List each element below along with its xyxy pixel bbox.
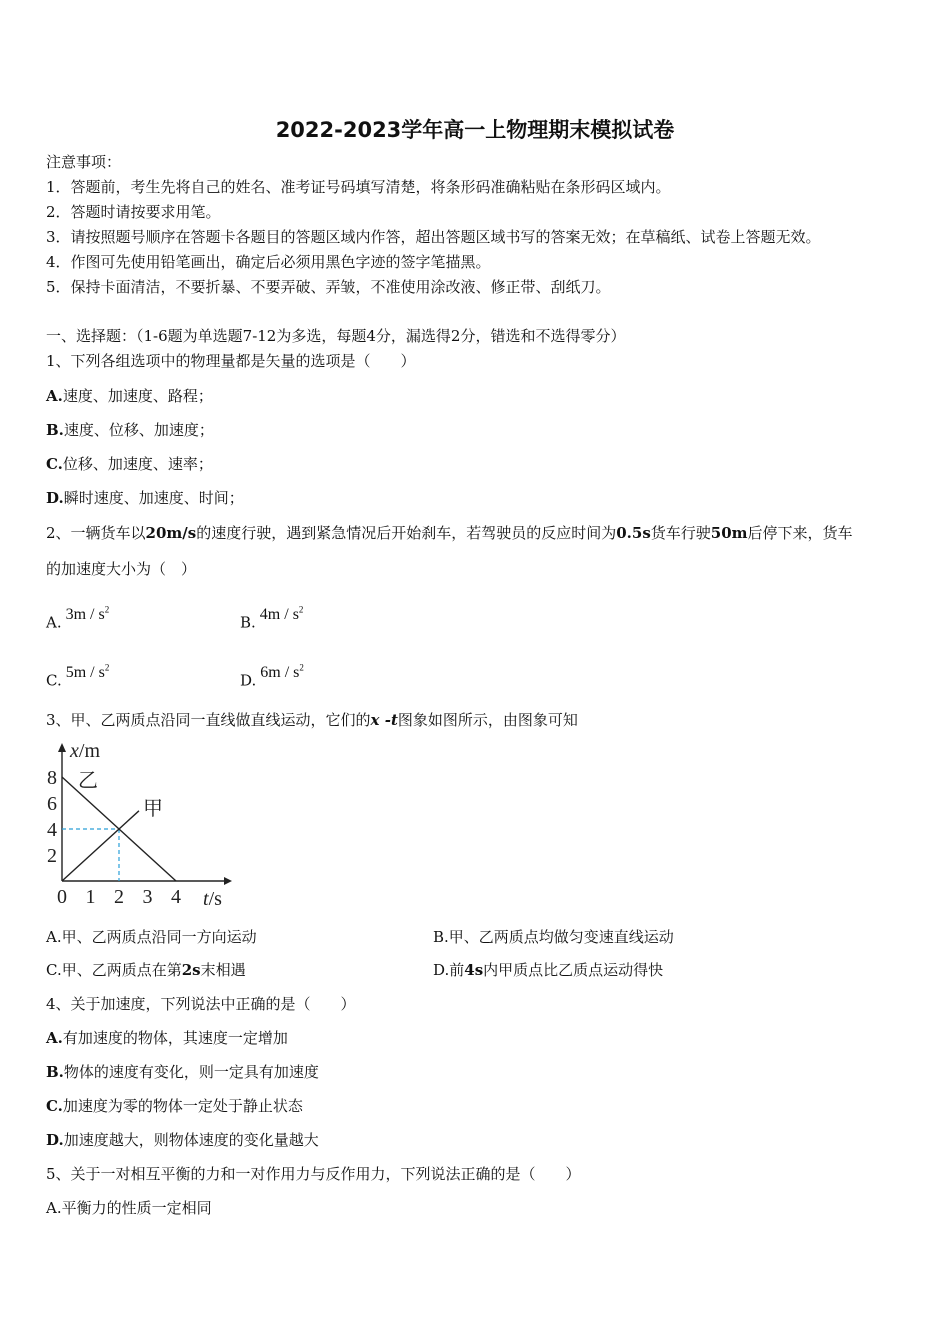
- q5-stem: 5、关于一对相互平衡的力和一对作用力与反作用力，下列说法正确的是（ ）: [46, 1165, 581, 1183]
- y-axis-label: [69, 740, 100, 762]
- q1-option-a: A.速度、加速度、路程；: [46, 387, 213, 405]
- y-tick-label: 2: [47, 845, 57, 867]
- notice-item: 2．答题时请按要求用笔。: [46, 203, 221, 221]
- y-axis-var: x: [70, 740, 79, 762]
- q5-option-a: A.平衡力的性质一定相同: [46, 1199, 212, 1217]
- notice-item: 3．请按照题号顺序在答题卡各题目的答题区域内作答，超出答题区域书写的答案无效；在草稿纸、试卷上答题无效。: [46, 228, 821, 246]
- notice-item: 4．作图可先使用铅笔画出，确定后必须用黑色字迹的签字笔描黑。: [46, 253, 491, 271]
- q4-stem: 4、关于加速度，下列说法中正确的是（ ）: [46, 995, 356, 1013]
- q4-option-d: D.加速度越大，则物体速度的变化量越大: [46, 1131, 319, 1149]
- q3-option-a: A.甲、乙两质点沿同一方向运动: [46, 928, 257, 946]
- x-tick-label: 3: [142, 886, 153, 908]
- x-tick-label: 2: [114, 886, 124, 908]
- x-axis-unit: /s: [208, 888, 222, 910]
- y-tick-label: 8: [47, 767, 57, 789]
- q3-option-d: D.前4s内甲质点比乙质点运动得快: [433, 961, 664, 979]
- q1-option-d: D.瞬时速度、加速度、时间；: [46, 489, 244, 507]
- q2-option-d: D. $6m / s^2$: [240, 663, 304, 690]
- y-axis-unit: /m: [78, 740, 101, 762]
- y-tick-label: 4: [47, 819, 57, 841]
- notice-heading: 注意事项：: [46, 153, 122, 171]
- x-tick-label: 0: [57, 886, 67, 908]
- q2-option-c: C. $5m / s^2$: [46, 663, 110, 690]
- q1-option-b: B.速度、位移、加速度；: [46, 421, 214, 439]
- q3-option-b: B.甲、乙两质点均做匀变速直线运动: [433, 928, 674, 946]
- q4-option-b: B.物体的速度有变化，则一定具有加速度: [46, 1063, 319, 1081]
- q2-stem-line2: 的加速度大小为（ ）: [46, 560, 197, 578]
- y-axis-arrow: [58, 743, 66, 752]
- x-axis-arrow: [224, 877, 232, 885]
- notice-item: 1．答题前，考生先将自己的姓名、准考证号码填写清楚，将条形码准确粘贴在条形码区域内。: [46, 178, 671, 196]
- page-title: 2022-2023学年高一上物理期末模拟试卷: [275, 118, 675, 142]
- x-axis-var: t: [203, 888, 209, 910]
- q4-option-c: C.加速度为零的物体一定处于静止状态: [46, 1097, 303, 1115]
- q3-stem: 3、甲、乙两质点沿同一直线做直线运动，它们的x -t图象如图所示，由图象可知: [46, 711, 578, 729]
- y-tick-label: 6: [47, 793, 57, 815]
- q2-stem: 2、一辆货车以20m/s的速度行驶，遇到紧急情况后开始刹车，若驾驶员的反应时间为0.5s货车行驶50m后停下来，货车: [46, 524, 853, 542]
- q1-stem: 1、下列各组选项中的物理量都是矢量的选项是（ ）: [46, 352, 416, 370]
- q2-option-a: A. $3m / s^2$: [46, 605, 110, 632]
- q3-option-c: C.甲、乙两质点在第2s末相遇: [46, 961, 246, 979]
- q2-option-b: B. $4m / s^2$: [240, 605, 304, 632]
- notice-item: 5．保持卡面清洁，不要折暴、不要弄破、弄皱，不准使用涂改液、修正带、刮纸刀。: [46, 278, 611, 296]
- x-axis-label: [203, 888, 222, 910]
- series-label-jia: 甲: [142, 797, 163, 820]
- q1-option-c: C.位移、加速度、速率；: [46, 455, 213, 473]
- x-tick-label: 4: [171, 886, 181, 908]
- xt-chart: [40, 738, 240, 910]
- x-tick-label: 1: [85, 886, 96, 908]
- q4-option-a: A.有加速度的物体，其速度一定增加: [46, 1029, 288, 1047]
- series-line-jia: [62, 811, 139, 881]
- series-label-yi: 乙: [78, 770, 98, 792]
- section-heading: 一、选择题：（1-6题为单选题7-12为多选，每题4分，漏选得2分，错选和不选得零分）: [46, 327, 626, 345]
